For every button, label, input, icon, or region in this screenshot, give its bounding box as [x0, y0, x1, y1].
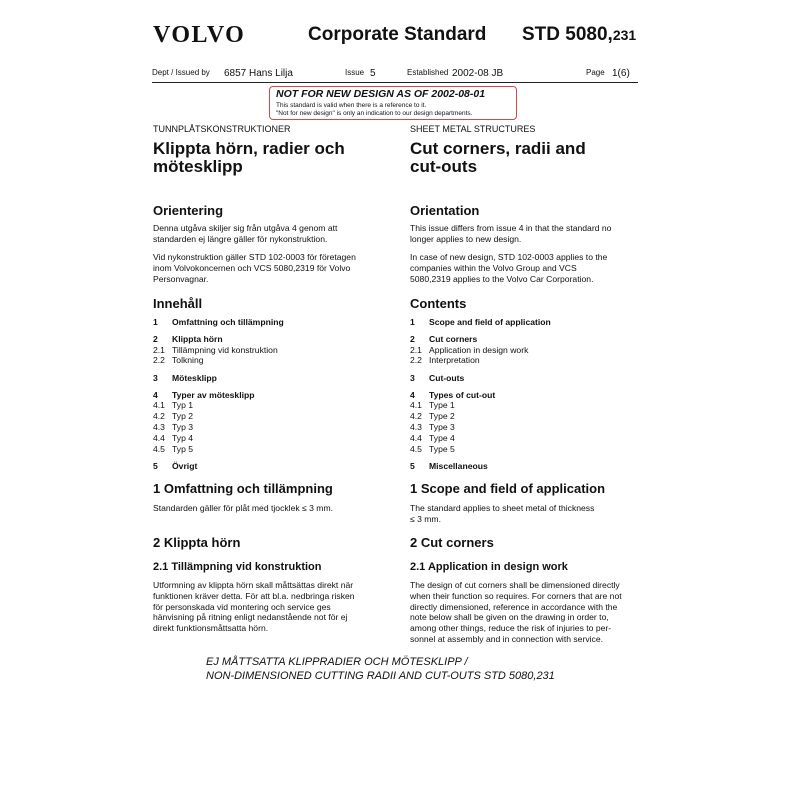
- toc-item[interactable]: 3 Mötesklipp: [153, 373, 217, 383]
- page-number: 1(6): [612, 68, 630, 79]
- orientation-heading: Orientation: [410, 203, 480, 218]
- toc-item[interactable]: 3 Cut-outs: [410, 373, 465, 383]
- toc-item[interactable]: 2.1 Tillämpning vid konstruktion: [153, 345, 278, 355]
- toc-item[interactable]: 4.3 Type 3: [410, 422, 455, 432]
- toc-item[interactable]: 4.4 Typ 4: [153, 433, 194, 443]
- volvo-logo: VOLVO: [153, 22, 246, 48]
- toc-item[interactable]: 2 Cut corners: [410, 334, 478, 344]
- contents-heading: Contents: [410, 296, 467, 311]
- section-1-heading: 1 Scope and field of application: [410, 481, 606, 496]
- figure-caption-line-1: EJ MÅTTSATTA KLIPPRADIER OCH MÖTESKLIPP /: [206, 656, 468, 668]
- section-1-heading: 1 Omfattning och tillämpning: [153, 481, 333, 496]
- toc-item[interactable]: 4.4 Type 4: [410, 433, 455, 443]
- document-page: [145, 0, 645, 800]
- orientation-heading: Orientering: [153, 203, 224, 218]
- issue-value: 5: [370, 68, 376, 79]
- notice-line-2: "Not for new design" is only an indication to our design departments.: [276, 110, 473, 117]
- section-2-1-heading: 2.1 Application in design work: [410, 561, 568, 573]
- orientation-paragraph-2: Vid nykonstruktion gäller STD 102-0003 för företagen inom Volvokoncernen och VCS 5080,2319 för Volvo Personvagnar.: [153, 252, 356, 284]
- section-2-heading: 2 Cut corners: [410, 535, 494, 550]
- toc-item[interactable]: 4.2 Type 2: [410, 411, 455, 421]
- notice-line-1: This standard is valid when there is a reference to it.: [276, 102, 427, 109]
- header-rule: [152, 82, 638, 83]
- orientation-paragraph-1: Denna utgåva skiljer sig från utgåva 4 genom att standarden ej längre gäller för nykonstruktion.: [153, 223, 338, 244]
- notice-title: NOT FOR NEW DESIGN AS OF 2002-08-01: [276, 88, 486, 100]
- toc-item[interactable]: 1 Scope and field of application: [410, 317, 551, 327]
- standard-number: STD 5080,231: [522, 24, 637, 45]
- toc-item[interactable]: 5 Övrigt: [153, 461, 198, 471]
- contents-heading: Innehåll: [153, 296, 203, 311]
- established-value: 2002-08 JB: [452, 68, 504, 79]
- section-2-1-heading: 2.1 Tillämpning vid konstruktion: [153, 561, 322, 573]
- document-title-line-2: cut-outs: [410, 157, 478, 176]
- established-label: Established: [407, 68, 449, 77]
- toc-item[interactable]: 4.1 Type 1: [410, 400, 455, 410]
- section-1-paragraph: Standarden gäller för plåt med tjocklek ≤ 3 mm.: [153, 503, 334, 513]
- toc-item[interactable]: 4.1 Typ 1: [153, 400, 194, 410]
- figure-caption-line-2: NON-DIMENSIONED CUTTING RADII AND CUT-OUTS STD 5080,231: [206, 670, 555, 682]
- toc-item[interactable]: 1 Omfattning och tillämpning: [153, 317, 284, 327]
- toc-item[interactable]: 4 Typer av mötesklipp: [153, 390, 255, 400]
- section-2-1-paragraph: The design of cut corners shall be dimensioned directly when their function so requires. For corners that are not directly dimensioned, reference in accordance with the note below shall be given on the drawing in order to, among other things, reduce the risk of injuries to per- sonnel at assembly and in connection with service.: [410, 580, 622, 644]
- not-for-new-design-notice: [269, 86, 517, 120]
- toc-item[interactable]: 2.2 Interpretation: [410, 355, 480, 365]
- toc-item[interactable]: 4.5 Type 5: [410, 444, 455, 454]
- document-title-line-2: mötesklipp: [153, 157, 243, 176]
- document-type: Corporate Standard: [308, 24, 487, 45]
- orientation-paragraph-1: This issue differs from issue 4 in that the standard no longer applies to new design.: [410, 223, 612, 244]
- document-title-line-1: Cut corners, radii and: [410, 139, 586, 158]
- page-label: Page: [586, 68, 605, 77]
- orientation-paragraph-2: In case of new design, STD 102-0003 applies to the companies within the Volvo Group and VCS 5080,2319 applies to the Volvo Car Corporation.: [410, 252, 608, 284]
- toc-item[interactable]: 2 Klippta hörn: [153, 334, 223, 344]
- toc-item[interactable]: 4.5 Typ 5: [153, 444, 194, 454]
- toc-item[interactable]: 4 Types of cut-out: [410, 390, 496, 400]
- toc-item[interactable]: 5 Miscellaneous: [410, 461, 488, 471]
- toc-item[interactable]: 2.1 Application in design work: [410, 345, 529, 355]
- section-kicker: TUNNPLÅTSKONSTRUKTIONER: [153, 124, 291, 134]
- toc-item[interactable]: 4.2 Typ 2: [153, 411, 194, 421]
- section-2-heading: 2 Klippta hörn: [153, 535, 241, 550]
- document-title-line-1: Klippta hörn, radier och: [153, 139, 345, 158]
- section-2-1-paragraph: Utformning av klippta hörn skall måttsättas direkt när funktionen kräver detta. För att bl.a. nedbringa risken för personskada vid montering och service ges hänvisning på ritning enligt nedanstående not för ej direkt funktionsmåttsatta hörn.: [153, 580, 355, 634]
- section-kicker: SHEET METAL STRUCTURES: [410, 124, 536, 134]
- toc-item[interactable]: 2.2 Tolkning: [153, 355, 204, 365]
- section-1-paragraph: The standard applies to sheet metal of thickness ≤ 3 mm.: [410, 503, 595, 524]
- dept-value: 6857 Hans Lilja: [224, 68, 293, 79]
- issue-label: Issue: [345, 68, 365, 77]
- toc-item[interactable]: 4.3 Typ 3: [153, 422, 194, 432]
- dept-label: Dept / Issued by: [152, 68, 210, 77]
